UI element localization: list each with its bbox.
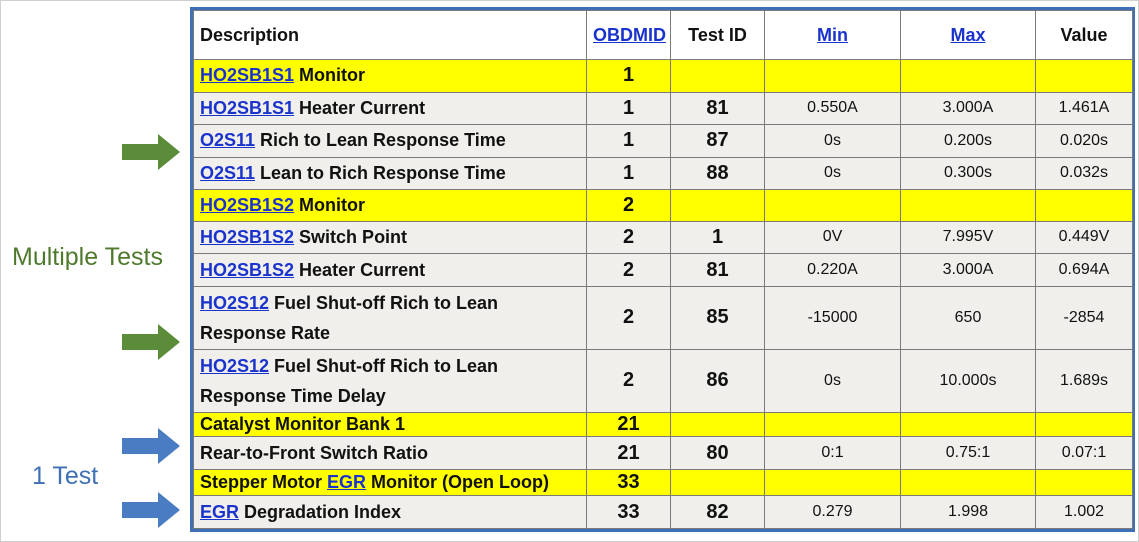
min-cell <box>765 190 901 222</box>
testid-cell: 1 <box>671 221 765 254</box>
description-cell: HO2SB1S2 Switch Point <box>194 221 587 254</box>
header-row <box>194 11 1133 60</box>
obdmid-cell: 1 <box>587 60 671 93</box>
row-link[interactable]: EGR <box>327 472 367 493</box>
table-row <box>194 469 1133 495</box>
min-cell: 0V <box>765 221 901 254</box>
testid-cell: 88 <box>671 157 765 190</box>
testid-cell: 80 <box>671 437 765 470</box>
obdmid-cell: 1 <box>587 157 671 190</box>
table-row <box>194 190 1133 222</box>
description-cell: O2S11 Rich to Lean Response Time <box>194 125 587 158</box>
col-value[interactable]: Value <box>1036 11 1133 60</box>
arrow-3 <box>122 426 182 466</box>
min-cell <box>765 412 901 436</box>
obdmid-cell: 33 <box>587 469 671 495</box>
max-cell: 0.75:1 <box>901 437 1036 470</box>
obdmid-cell: 2 <box>587 286 671 349</box>
description-cell: HO2SB1S1 Monitor <box>194 60 587 93</box>
row-link[interactable]: HO2SB1S1 <box>200 65 295 86</box>
min-cell: 0s <box>765 349 901 412</box>
min-cell <box>765 469 901 495</box>
row-link[interactable]: HO2SB1S1 <box>200 97 295 118</box>
description-cell: HO2SB1S2 Heater Current <box>194 254 587 287</box>
table-row <box>194 286 1133 349</box>
row-link[interactable]: HO2SB1S2 <box>200 226 295 247</box>
description-cell: Rear-to-Front Switch Ratio <box>194 437 587 470</box>
table-row <box>194 221 1133 254</box>
value-cell: 0.032s <box>1036 157 1133 190</box>
table-row <box>194 437 1133 470</box>
col-description[interactable]: Description <box>194 11 587 60</box>
row-link[interactable]: HO2SB1S2 <box>200 194 295 215</box>
description-cell: O2S11 Lean to Rich Response Time <box>194 157 587 190</box>
max-cell: 3.000A <box>901 254 1036 287</box>
max-cell: 0.200s <box>901 125 1036 158</box>
value-cell: 0.694A <box>1036 254 1133 287</box>
value-cell <box>1036 190 1133 222</box>
table-row <box>194 496 1133 529</box>
multiple-tests-label: Multiple Tests <box>12 243 163 271</box>
testid-cell: 87 <box>671 125 765 158</box>
table-row <box>194 254 1133 287</box>
table-row <box>194 349 1133 412</box>
max-cell: 0.300s <box>901 157 1036 190</box>
min-cell: 0:1 <box>765 437 901 470</box>
value-cell: 1.689s <box>1036 349 1133 412</box>
testid-cell <box>671 412 765 436</box>
testid-cell: 81 <box>671 92 765 125</box>
testid-cell <box>671 190 765 222</box>
description-cell: HO2SB1S2 Monitor <box>194 190 587 222</box>
description-cell: HO2S12 Fuel Shut-off Rich to Lean Response Time Delay <box>194 349 587 412</box>
obdmid-cell: 33 <box>587 496 671 529</box>
min-cell <box>765 60 901 93</box>
table-row <box>194 60 1133 93</box>
testid-cell <box>671 60 765 93</box>
row-link[interactable]: EGR <box>200 501 240 522</box>
obd-test-table <box>190 7 1135 532</box>
testid-cell: 81 <box>671 254 765 287</box>
col-max[interactable]: Max <box>901 11 1036 60</box>
table-row <box>194 125 1133 158</box>
description-cell: Stepper Motor EGR Monitor (Open Loop) <box>194 469 587 495</box>
max-cell <box>901 190 1036 222</box>
max-cell: 10.000s <box>901 349 1036 412</box>
arrow-4 <box>122 490 182 530</box>
value-cell: -2854 <box>1036 286 1133 349</box>
min-cell: 0.279 <box>765 496 901 529</box>
max-cell: 1.998 <box>901 496 1036 529</box>
max-cell <box>901 412 1036 436</box>
value-cell <box>1036 469 1133 495</box>
value-cell <box>1036 60 1133 93</box>
table-row <box>194 157 1133 190</box>
min-cell: 0s <box>765 157 901 190</box>
obdmid-cell: 21 <box>587 437 671 470</box>
min-cell: -15000 <box>765 286 901 349</box>
col-min[interactable]: Min <box>765 11 901 60</box>
table-row <box>194 92 1133 125</box>
testid-cell: 86 <box>671 349 765 412</box>
row-link[interactable]: HO2S12 <box>200 355 270 376</box>
value-cell: 0.07:1 <box>1036 437 1133 470</box>
max-cell: 3.000A <box>901 92 1036 125</box>
description-cell: Catalyst Monitor Bank 1 <box>194 412 587 436</box>
max-cell: 650 <box>901 286 1036 349</box>
value-cell: 0.020s <box>1036 125 1133 158</box>
min-cell: 0.220A <box>765 254 901 287</box>
min-cell: 0.550A <box>765 92 901 125</box>
arrow-2 <box>122 322 182 362</box>
row-link[interactable]: O2S11 <box>200 130 256 151</box>
max-cell <box>901 60 1036 93</box>
value-cell: 1.002 <box>1036 496 1133 529</box>
value-cell <box>1036 412 1133 436</box>
min-cell: 0s <box>765 125 901 158</box>
testid-cell: 82 <box>671 496 765 529</box>
row-link[interactable]: HO2SB1S2 <box>200 259 295 280</box>
value-cell: 0.449V <box>1036 221 1133 254</box>
testid-cell: 85 <box>671 286 765 349</box>
testid-cell <box>671 469 765 495</box>
obdmid-cell: 21 <box>587 412 671 436</box>
max-cell <box>901 469 1036 495</box>
table-row <box>194 412 1133 436</box>
obdmid-cell: 2 <box>587 190 671 222</box>
max-cell: 7.995V <box>901 221 1036 254</box>
obdmid-cell: 1 <box>587 92 671 125</box>
col-testid[interactable]: Test ID <box>671 11 765 60</box>
description-cell: EGR Degradation Index <box>194 496 587 529</box>
description-cell: HO2SB1S1 Heater Current <box>194 92 587 125</box>
value-cell: 1.461A <box>1036 92 1133 125</box>
row-link[interactable]: HO2S12 <box>200 292 270 313</box>
obdmid-cell: 1 <box>587 125 671 158</box>
description-cell: HO2S12 Fuel Shut-off Rich to Lean Response Rate <box>194 286 587 349</box>
arrow-1 <box>122 132 182 172</box>
single-test-label: 1 Test <box>32 462 99 490</box>
row-link[interactable]: O2S11 <box>200 162 256 183</box>
obdmid-cell: 2 <box>587 221 671 254</box>
col-obdmid[interactable]: OBDMID <box>587 11 671 60</box>
obdmid-cell: 2 <box>587 349 671 412</box>
obdmid-cell: 2 <box>587 254 671 287</box>
